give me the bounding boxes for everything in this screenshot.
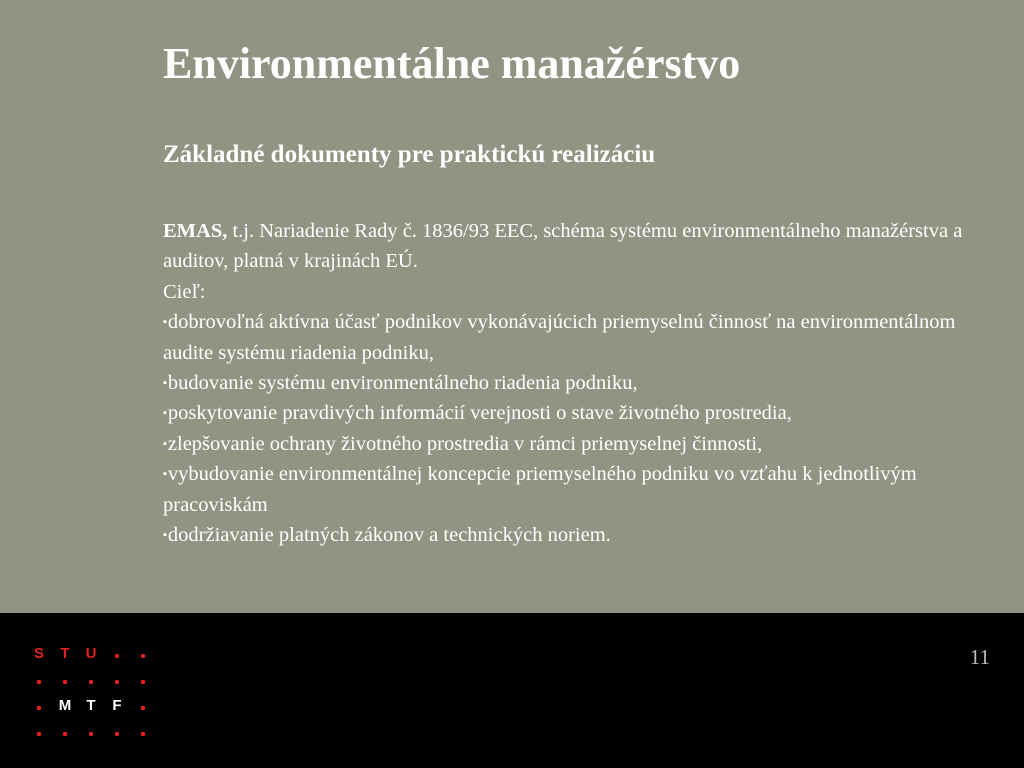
bullet-square-icon: ▪: [163, 407, 167, 420]
logo-letter: T: [60, 645, 70, 662]
logo-dot-icon: [52, 667, 78, 693]
logo-dot-icon: [130, 719, 156, 745]
logo-dot-icon: [52, 719, 78, 745]
bullet-square-icon: ▪: [163, 529, 167, 542]
bullet-text: zlepšovanie ochrany životného prostredia v rámci priemyselnej činnosti,: [167, 432, 763, 455]
bullet-square-icon: ▪: [163, 316, 167, 329]
logo-letter: T: [86, 697, 96, 714]
intro-bold: EMAS,: [163, 220, 228, 242]
logo-row-1: [26, 641, 156, 667]
bullet-text: vybudovanie environmentálnej koncepcie priemyselného podniku vo vzťahu k jednotlivým pracoviskám: [163, 463, 917, 516]
logo-letter: M: [58, 697, 72, 714]
slide-title: Environmentálne manažérstvo: [163, 39, 741, 88]
logo-dot-icon: [78, 667, 104, 693]
bullet-item: [163, 398, 963, 428]
bullet-item: [163, 520, 963, 550]
bullet-text: poskytovanie pravdivých informácií verejnosti o stave životného prostredia,: [167, 402, 792, 425]
logo-row-4: [26, 719, 156, 745]
slide-body: [163, 216, 963, 550]
slide-footer: [0, 613, 1024, 768]
page-number: 11: [969, 645, 990, 669]
logo-dot-icon: [130, 693, 156, 719]
logo-dot-icon: [26, 693, 52, 719]
bullet-square-icon: ▪: [163, 468, 167, 481]
logo-letter: S: [33, 645, 44, 662]
slide-subtitle: Základné dokumenty pre praktickú realizáciu: [163, 141, 656, 168]
intro-text: t.j. Nariadenie Rady č. 1836/93 EEC, schéma systému environmentálneho manažérstva a auditov, platná v krajinách EÚ.: [163, 220, 963, 273]
bullet-item: [163, 459, 963, 520]
logo-row-3: [26, 693, 156, 719]
logo-dot-icon: [130, 641, 156, 667]
logo-dot-icon: [26, 719, 52, 745]
intro-paragraph: [163, 216, 963, 277]
logo-letter: F: [112, 697, 122, 714]
bullet-item: [163, 307, 963, 368]
logo-dot-icon: [78, 719, 104, 745]
goal-label: Cieľ:: [163, 280, 206, 303]
logo-letter: U: [85, 645, 97, 662]
logo-dot-icon: [26, 667, 52, 693]
logo-dot-icon: [104, 719, 130, 745]
logo-dot-icon: [104, 641, 130, 667]
logo-dot-icon: [130, 667, 156, 693]
logo-row-2: [26, 667, 156, 693]
bullet-text: dobrovoľná aktívna účasť podnikov vykonávajúcich priemyselnú činnosť na environmentálnom audite systému riadenia podniku,: [163, 311, 956, 364]
logo-dot-icon: [104, 667, 130, 693]
stu-mtf-logo: [26, 641, 156, 741]
bullet-square-icon: ▪: [163, 437, 167, 450]
bullet-text: dodržiavanie platných zákonov a technických noriem.: [167, 524, 611, 547]
bullet-item: [163, 429, 963, 459]
bullet-item: [163, 368, 963, 398]
bullet-square-icon: ▪: [163, 377, 167, 390]
bullet-text: budovanie systému environmentálneho riadenia podniku,: [167, 372, 638, 395]
